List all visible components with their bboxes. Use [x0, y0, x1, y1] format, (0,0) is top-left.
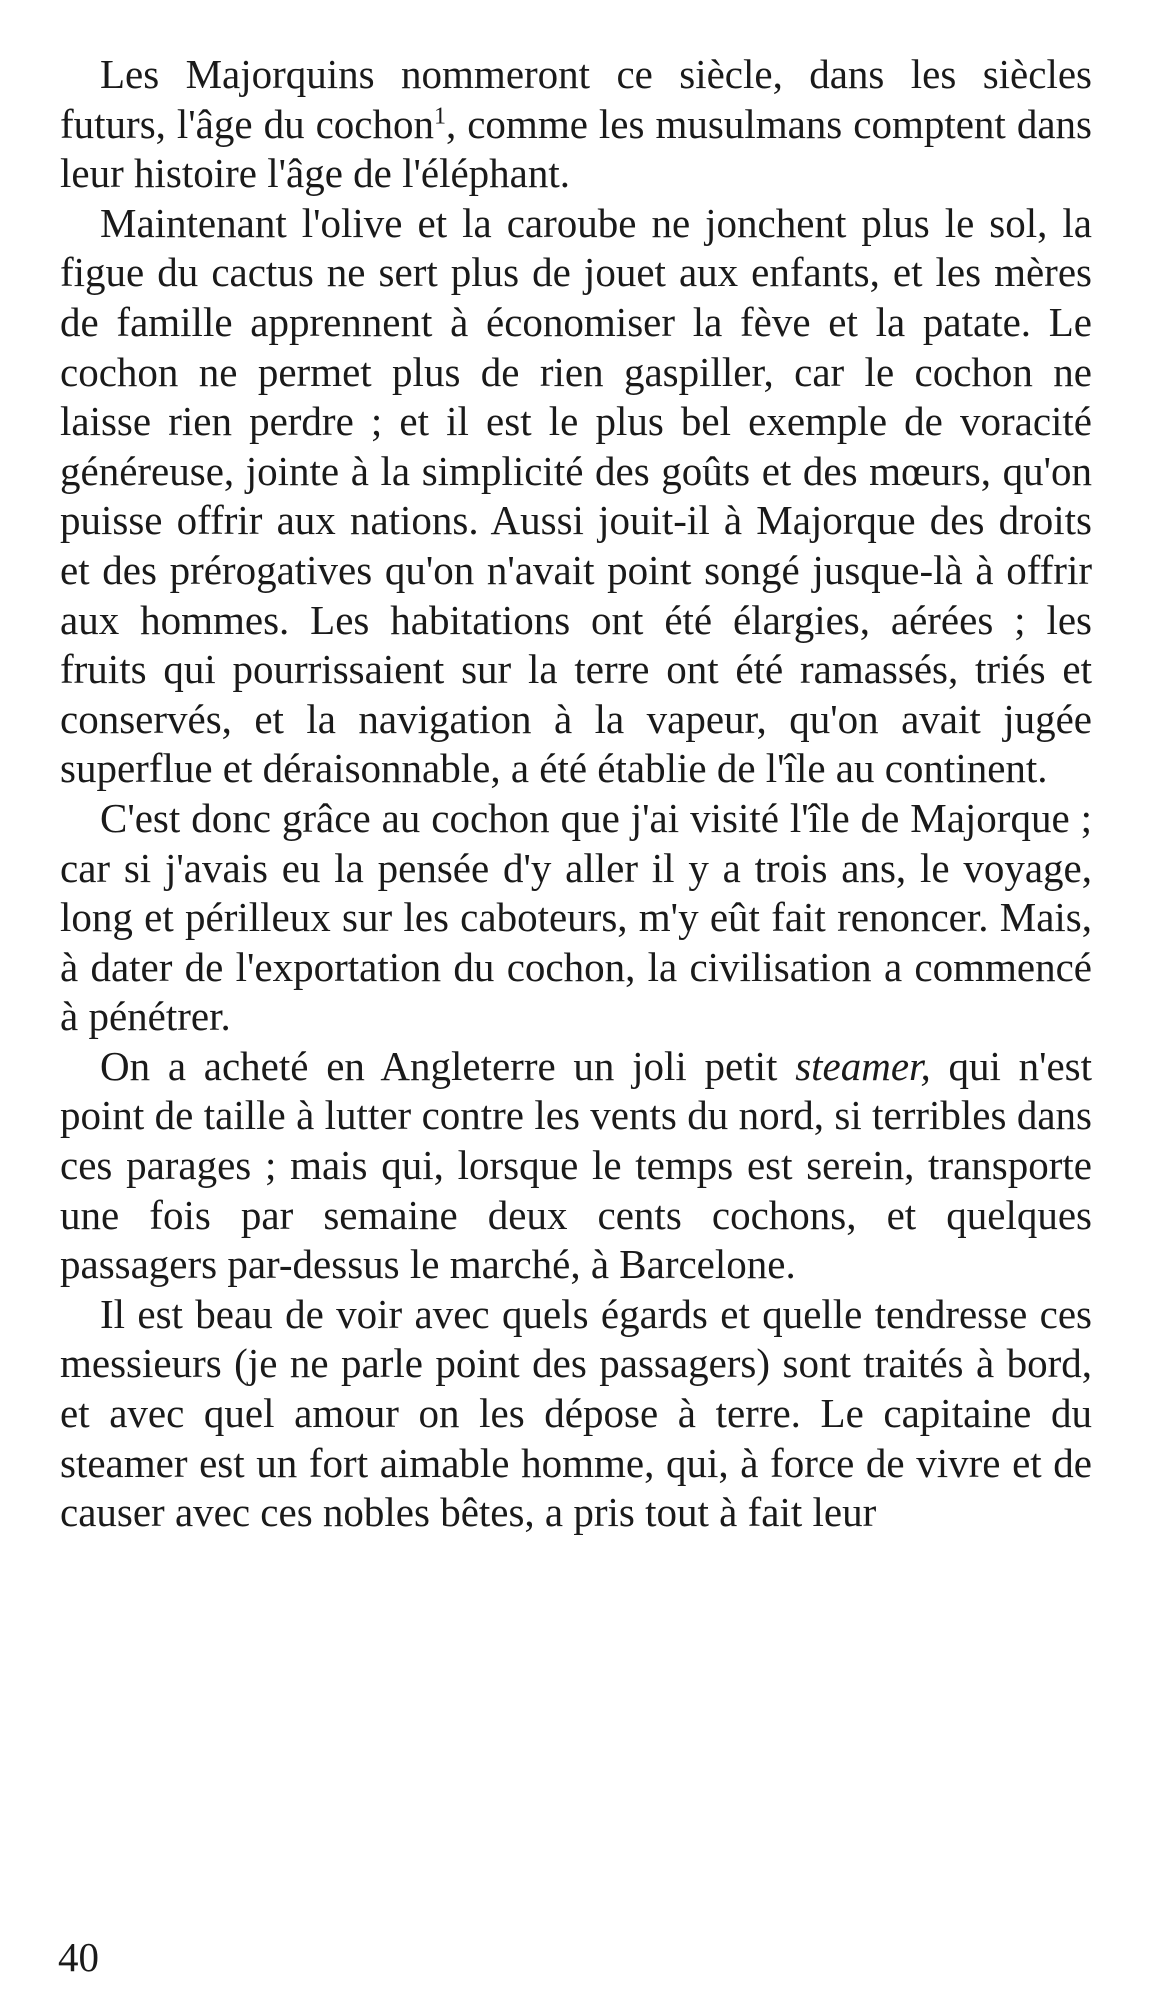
paragraph-1-text-end: , comme les musulmans comptent dans leur histoire l'âge de l'éléphant.: [60, 100, 1092, 197]
paragraph-3: C'est donc grâce au cochon que j'ai visité l'île de Majorque ; car si j'avais eu la pensée d'y aller il y a trois ans, le voyage, long et périlleux sur les caboteurs, m'y eût fait renoncer. Mais, à dater de l'exportation du cochon, la civilisation a commencé à pénétrer.: [60, 794, 1092, 1040]
page-number: 40: [58, 1934, 99, 1980]
italic-word-steamer: steamer,: [795, 1042, 931, 1089]
paragraph-2: Maintenant l'olive et la caroube ne jonchent plus le sol, la figue du cactus ne sert plus de jouet aux enfants, et les mères de famille apprennent à économiser la fève et la patate. Le cochon ne permet plus de rien gaspiller, car le cochon ne laisse rien perdre ; et il est le plus bel exemple de voracité généreuse, jointe à la simplicité des goûts et des mœurs, qu'on puisse offrir aux nations. Aussi jouit-il à Majorque des droits et des prérogatives qu'on n'avait point songé jusque-là à offrir aux hommes. Les habitations ont été élargies, aérées ; les fruits qui pourrissaient sur la terre ont été ramassés, triés et conservés, et la navigation à la vapeur, qu'on avait jugée superflue et déraisonnable, a été établie de l'île au continent.: [60, 199, 1092, 792]
paragraph-5: Il est beau de voir avec quels égards et quelle tendresse ces messieurs (je ne parle point des passagers) sont traités à bord, et avec quel amour on les dépose à terre. Le capitaine du steamer est un fort aimable homme, qui, à force de vivre et de causer avec ces nobles bêtes, a pris tout à fait leur: [60, 1290, 1092, 1536]
paragraph-1-text-start: Les Majorquins nommeront ce siècle, dans les siècles futurs, l'âge du cochon: [60, 51, 1092, 147]
paragraph-4-text-start: On a acheté en Angleterre un joli petit: [100, 1042, 796, 1089]
paragraph-4: [60, 1042, 1092, 1290]
paragraph-4-text-end: qui n'est point de taille à lutter contre les vents du nord, si terribles dans ces parages ; mais qui, lorsque le temps est serein, transporte une fois par semaine deux cents cochons, et quelques passagers par-dessus le marché, à Barcelone.: [60, 1042, 1093, 1288]
paragraph-1: [60, 50, 1092, 199]
page-body: [60, 50, 1092, 1538]
footnote-marker[interactable]: 1: [433, 102, 446, 129]
